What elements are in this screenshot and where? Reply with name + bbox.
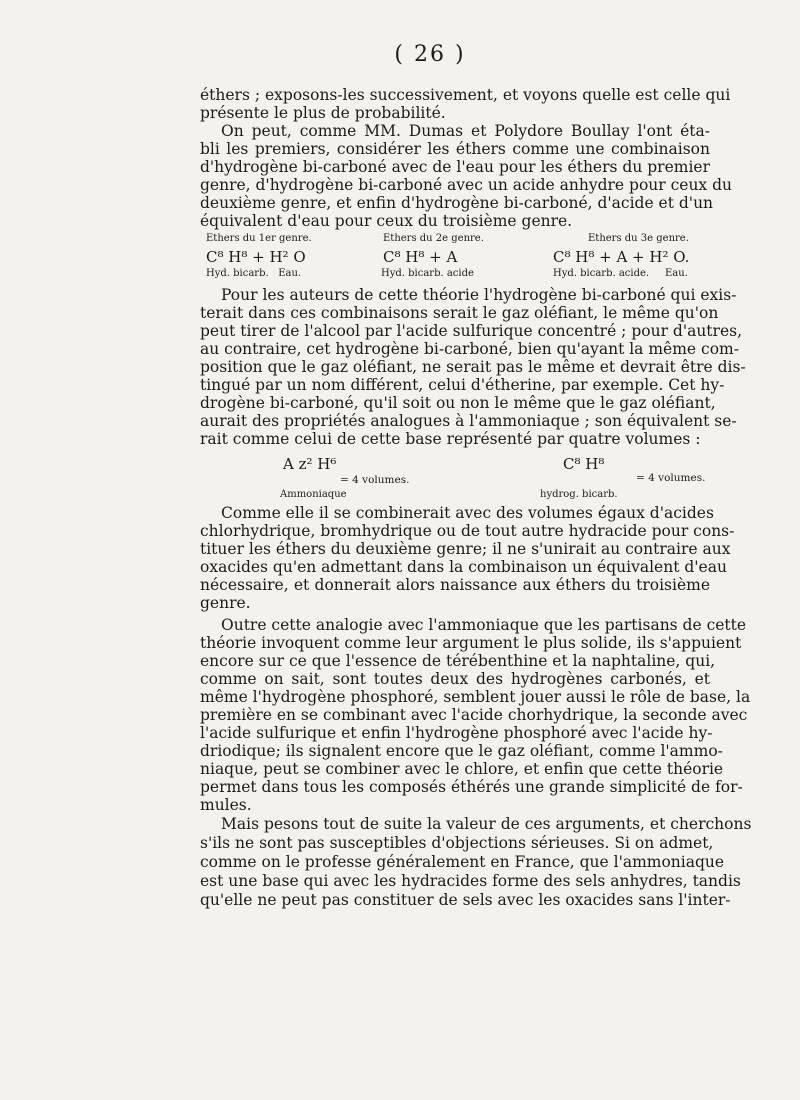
text-line: genre, d'hydrogène bi-carboné avec un acide anhydre pour ceux du xyxy=(200,176,733,194)
formula-labels-genre-1: Hyd. bicarb. Eau. xyxy=(206,268,302,279)
formula-labels-genre-3: Hyd. bicarb. acide. Eau. xyxy=(553,268,688,279)
ammoniaque-label: Ammoniaque xyxy=(280,489,347,500)
ammoniaque-formula: A z² H⁶ xyxy=(283,455,337,473)
text-line: deuxième genre, et enfin d'hydrogène bi-carboné, d'acide et d'un xyxy=(200,194,714,212)
text-line: comme on sait, sont toutes deux des hydrogènes carbonés, et xyxy=(200,670,710,688)
text-line: Comme elle il se combinerait avec des volumes égaux d'acides xyxy=(221,504,714,522)
hydrogen-bicarb-formula: C⁸ H⁸ xyxy=(563,455,605,473)
formula-caption-genre-2: Ethers du 2e genre. xyxy=(383,233,484,244)
text-line: peut tirer de l'alcool par l'acide sulfurique concentré ; pour d'autres, xyxy=(200,322,743,340)
formula-genre-2: C⁸ H⁸ + A xyxy=(383,248,458,266)
text-line: niaque, peut se combiner avec le chlore, et enfin que cette théorie xyxy=(200,760,724,778)
text-line: nécessaire, et donnerait alors naissance aux éthers du troisième xyxy=(200,576,710,594)
formula-caption-genre-3: Ethers du 3e genre. xyxy=(588,233,689,244)
text-line: rait comme celui de cette base représenté par quatre volumes : xyxy=(200,430,701,448)
text-line: oxacides qu'en admettant dans la combinaison un équivalent d'eau xyxy=(200,558,727,576)
text-line: drogène bi-carboné, qu'il soit ou non le même que le gaz oléfiant, xyxy=(200,394,716,412)
formula-caption-genre-1: Ethers du 1er genre. xyxy=(206,233,312,244)
hydrogen-bicarb-volumes: = 4 volumes. xyxy=(636,472,706,484)
ammoniaque-volumes: = 4 volumes. xyxy=(340,474,410,486)
text-line: première en se combinant avec l'acide chorhydrique, la seconde avec xyxy=(200,706,748,724)
formula-genre-1: C⁸ H⁸ + H² O xyxy=(206,248,306,266)
text-line: On peut, comme MM. Dumas et Polydore Boullay l'ont éta- xyxy=(221,122,710,140)
text-line: présente le plus de probabilité. xyxy=(200,104,446,122)
text-line: chlorhydrique, bromhydrique ou de tout autre hydracide pour cons- xyxy=(200,522,735,540)
text-line: s'ils ne sont pas susceptibles d'objections sérieuses. Si on admet, xyxy=(200,834,714,852)
formula-genre-3: C⁸ H⁸ + A + H² O. xyxy=(553,248,690,266)
text-line: tingué par un nom différent, celui d'étherine, par exemple. Cet hy- xyxy=(200,376,725,394)
text-line: encore sur ce que l'essence de térébenthine et la naphtaline, qui, xyxy=(200,652,716,670)
text-line: l'acide sulfurique et enfin l'hydrogène phosphoré avec l'acide hy- xyxy=(200,724,713,742)
text-line: qu'elle ne peut pas constituer de sels avec les oxacides sans l'inter- xyxy=(200,891,731,909)
text-line: éthers ; exposons-les successivement, et voyons quelle est celle qui xyxy=(200,86,731,104)
text-line: comme on le professe généralement en France, que l'ammoniaque xyxy=(200,853,725,871)
text-line: bli les premiers, considérer les éthers comme une combinaison xyxy=(200,140,710,158)
text-line: aurait des propriétés analogues à l'ammoniaque ; son équivalent se- xyxy=(200,412,737,430)
text-line: Mais pesons tout de suite la valeur de ces arguments, et cherchons xyxy=(221,815,752,833)
text-line: genre. xyxy=(200,594,251,612)
text-line: driodique; ils signalent encore que le gaz oléfiant, comme l'ammo- xyxy=(200,742,723,760)
text-line: terait dans ces combinaisons serait le gaz oléfiant, le même qu'on xyxy=(200,304,719,322)
text-line: mules. xyxy=(200,796,252,814)
hydrogen-bicarb-label: hydrog. bicarb. xyxy=(540,489,618,500)
text-line: d'hydrogène bi-carboné avec de l'eau pour les éthers du premier xyxy=(200,158,710,176)
text-line: tituer les éthers du deuxième genre; il ne s'unirait au contraire aux xyxy=(200,540,731,558)
text-line: théorie invoquent comme leur argument le plus solide, ils s'appuient xyxy=(200,634,742,652)
text-line: même l'hydrogène phosphoré, semblent jouer aussi le rôle de base, la xyxy=(200,688,751,706)
text-line: permet dans tous les composés éthérés une grande simplicité de for- xyxy=(200,778,743,796)
text-line: équivalent d'eau pour ceux du troisième genre. xyxy=(200,212,573,230)
text-line: est une base qui avec les hydracides forme des sels anhydres, tandis xyxy=(200,872,741,890)
formula-labels-genre-2: Hyd. bicarb. acide xyxy=(381,268,474,279)
text-line: Pour les auteurs de cette théorie l'hydrogène bi-carboné qui exis- xyxy=(221,286,737,304)
text-line: position que le gaz oléfiant, ne serait pas le même et devrait être dis- xyxy=(200,358,746,376)
page-number: ( 26 ) xyxy=(394,42,466,67)
text-line: Outre cette analogie avec l'ammoniaque que les partisans de cette xyxy=(221,616,747,634)
text-line: au contraire, cet hydrogène bi-carboné, bien qu'ayant la même com- xyxy=(200,340,739,358)
